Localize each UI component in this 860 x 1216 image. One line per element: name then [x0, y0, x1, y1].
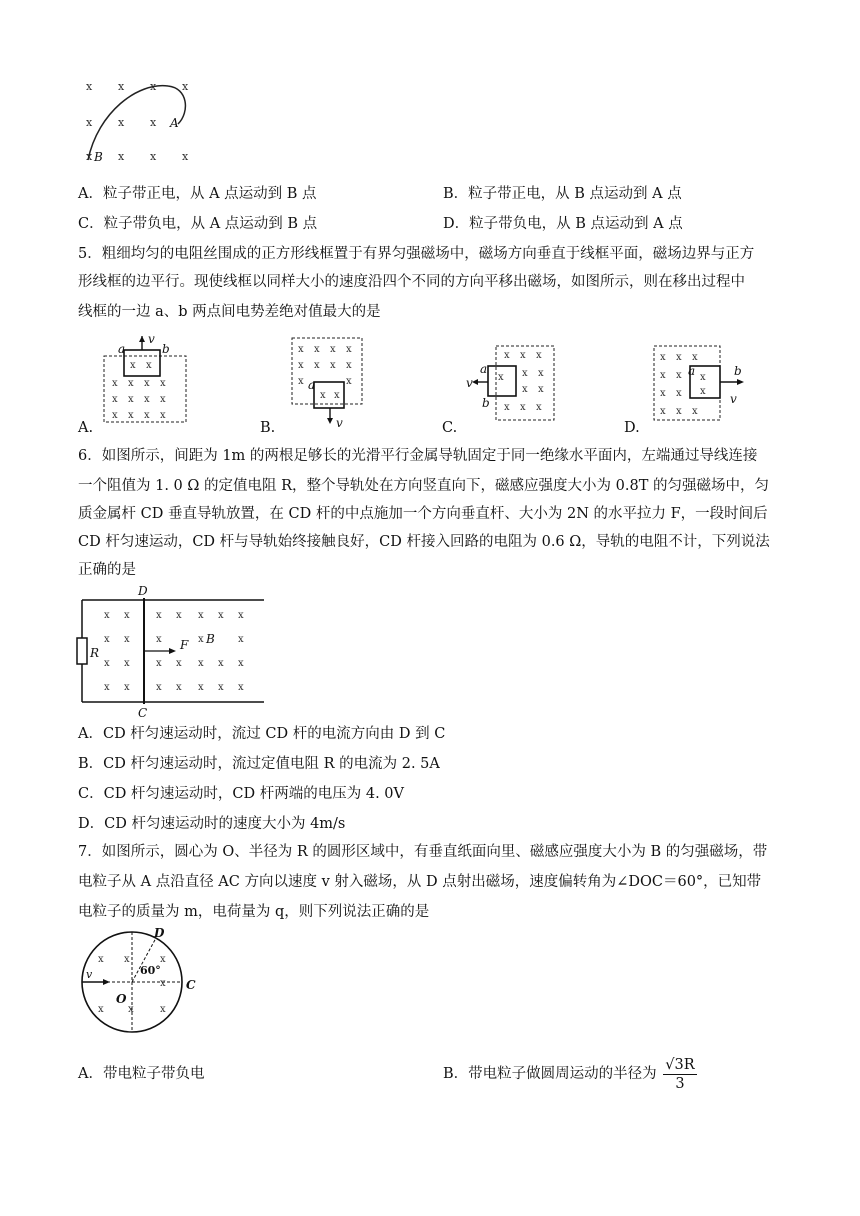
- svg-text:x: x: [160, 394, 166, 405]
- svg-text:x: x: [182, 150, 189, 163]
- q5c-label-b: b: [482, 396, 490, 410]
- q6-option-d: D．CD 杆匀速运动时的速度大小为 4m/s: [78, 816, 346, 832]
- svg-text:x: x: [112, 378, 118, 389]
- q7-option-b-text: B．带电粒子做圆周运动的半径为: [443, 1066, 657, 1082]
- svg-text:x: x: [676, 370, 682, 381]
- q5d-label-a: a: [688, 364, 696, 378]
- q5-option-c: C.: [442, 420, 458, 436]
- svg-text:x: x: [124, 610, 130, 621]
- svg-text:x: x: [298, 344, 304, 355]
- svg-text:x: x: [176, 682, 182, 693]
- svg-text:x: x: [298, 360, 304, 371]
- q6-label-f: F: [180, 638, 189, 652]
- svg-text:x: x: [314, 344, 320, 355]
- svg-text:x: x: [218, 682, 224, 693]
- q4-option-c: C．粒子带负电，从 A 点运动到 B 点: [78, 216, 318, 232]
- svg-text:x: x: [128, 394, 134, 405]
- q7-option-b-fraction: [663, 1056, 696, 1093]
- q6-stem-line-4: CD 杆匀速运动，CD 杆与导轨始终接触良好，CD 杆接入回路的电阻为 0.6 Ω，导轨的电阻不计，下列说法: [78, 534, 770, 550]
- svg-text:x: x: [198, 634, 204, 645]
- svg-text:x: x: [160, 978, 166, 989]
- svg-text:x: x: [536, 350, 542, 361]
- q5c-label-a: a: [480, 362, 488, 376]
- svg-text:x: x: [144, 394, 150, 405]
- q5-option-b: B.: [260, 420, 276, 436]
- q6-option-c: C．CD 杆匀速运动时，CD 杆两端的电压为 4. 0V: [78, 786, 405, 802]
- q6-stem-line-2: 一个阻值为 1. 0 Ω 的定值电阻 R，整个导轨处在方向竖直向下，磁感应强度大小为 0.8T 的匀强磁场中，匀: [78, 478, 769, 494]
- q5c-label-v: v: [466, 376, 473, 390]
- svg-text:x: x: [346, 344, 352, 355]
- svg-text:x: x: [112, 410, 118, 421]
- q7-stem-line-2: 电粒子从 A 点沿直径 AC 方向以速度 v 射入磁场，从 D 点射出磁场，速度偏转角为∠DOC＝60°，已知带: [78, 874, 762, 890]
- q5-stem-line-1: 5．粗细均匀的电阻丝围成的正方形线框置于有界匀强磁场中，磁场方向垂直于线框平面，磁场边界与正方: [78, 246, 755, 262]
- q5-stem-line-3: 线框的一边 a、b 两点间电势差绝对值最大的是: [78, 304, 381, 320]
- svg-text:x: x: [330, 360, 336, 371]
- q7-circle-figure: [76, 926, 196, 1036]
- svg-text:x: x: [128, 378, 134, 389]
- q4-option-d: D．粒子带负电，从 B 点运动到 A 点: [443, 216, 683, 232]
- q7-label-c: C: [186, 978, 196, 992]
- q7-option-b-denominator: 3: [675, 1075, 685, 1092]
- q7-stem-line-3: 电粒子的质量为 m，电荷量为 q，则下列说法正确的是: [78, 904, 430, 920]
- q6-label-b: B: [206, 632, 215, 646]
- svg-text:x: x: [182, 80, 189, 93]
- svg-text:x: x: [160, 410, 166, 421]
- q6-option-a: A．CD 杆匀速运动时，流过 CD 杆的电流方向由 D 到 C: [78, 726, 446, 742]
- svg-text:x: x: [238, 682, 244, 693]
- svg-text:x: x: [156, 610, 162, 621]
- svg-text:x: x: [98, 1004, 104, 1015]
- svg-text:x: x: [504, 402, 510, 413]
- q6-label-c: C: [138, 706, 148, 720]
- q5a-label-b: b: [162, 342, 170, 356]
- q5-figure-d: [650, 342, 750, 424]
- q4-option-a: A．粒子带正电，从 A 点运动到 B 点: [78, 186, 317, 202]
- svg-text:x: x: [522, 384, 528, 395]
- svg-text:x: x: [130, 360, 136, 371]
- q5-figure-b: [288, 334, 368, 426]
- svg-text:x: x: [334, 390, 340, 401]
- svg-text:x: x: [676, 352, 682, 363]
- svg-text:x: x: [150, 150, 157, 163]
- q4-label-a: A: [170, 116, 179, 130]
- svg-text:x: x: [176, 610, 182, 621]
- svg-text:x: x: [520, 402, 526, 413]
- svg-text:x: x: [660, 352, 666, 363]
- svg-text:x: x: [104, 610, 110, 621]
- svg-text:x: x: [86, 150, 93, 163]
- svg-text:x: x: [124, 658, 130, 669]
- svg-text:x: x: [124, 682, 130, 693]
- svg-text:x: x: [144, 410, 150, 421]
- svg-text:x: x: [150, 116, 157, 129]
- svg-text:x: x: [144, 378, 150, 389]
- svg-text:x: x: [346, 360, 352, 371]
- svg-text:x: x: [504, 350, 510, 361]
- svg-text:x: x: [218, 610, 224, 621]
- q7-label-angle: 60°: [140, 964, 161, 977]
- q6-stem-line-5: 正确的是: [78, 562, 136, 578]
- svg-text:x: x: [314, 360, 320, 371]
- svg-text:x: x: [124, 954, 130, 965]
- q6-stem-line-3: 质金属杆 CD 垂直导轨放置，在 CD 杆的中点施加一个方向垂直杆、大小为 2N 的水平拉力 F，一段时间后: [78, 506, 768, 522]
- svg-text:x: x: [128, 410, 134, 421]
- svg-text:x: x: [346, 376, 352, 387]
- q5-figure-a: [100, 336, 190, 428]
- svg-text:x: x: [660, 406, 666, 417]
- svg-text:x: x: [238, 610, 244, 621]
- svg-text:x: x: [86, 116, 93, 129]
- svg-text:x: x: [156, 682, 162, 693]
- svg-text:x: x: [112, 394, 118, 405]
- q4-option-b: B．粒子带正电，从 B 点运动到 A 点: [443, 186, 682, 202]
- svg-text:x: x: [498, 372, 504, 383]
- svg-text:x: x: [118, 150, 125, 163]
- svg-text:x: x: [676, 388, 682, 399]
- q7-label-d: D: [154, 926, 165, 940]
- q6-option-b: B．CD 杆匀速运动时，流过定值电阻 R 的电流为 2. 5A: [78, 756, 440, 772]
- svg-text:x: x: [522, 368, 528, 379]
- svg-text:x: x: [538, 384, 544, 395]
- q5-option-d: D.: [624, 420, 640, 436]
- q5-stem-line-2: 形线框的边平行。现使线框以同样大小的速度沿四个不同的方向平移出磁场，如图所示，则在移出过程中: [78, 274, 745, 290]
- q7-label-o: O: [116, 992, 127, 1006]
- svg-text:x: x: [298, 376, 304, 387]
- svg-text:x: x: [700, 372, 706, 383]
- svg-text:x: x: [660, 370, 666, 381]
- svg-text:x: x: [124, 634, 130, 645]
- svg-text:x: x: [330, 344, 336, 355]
- svg-text:x: x: [538, 368, 544, 379]
- svg-text:x: x: [218, 658, 224, 669]
- q5a-label-a: a: [118, 342, 126, 356]
- svg-text:x: x: [320, 390, 326, 401]
- svg-text:x: x: [118, 116, 125, 129]
- q5a-label-v: v: [148, 332, 155, 346]
- svg-text:x: x: [536, 402, 542, 413]
- svg-text:x: x: [238, 634, 244, 645]
- q5d-label-b: b: [734, 364, 742, 378]
- svg-text:x: x: [160, 954, 166, 965]
- svg-text:x: x: [146, 360, 152, 371]
- svg-text:x: x: [198, 682, 204, 693]
- svg-text:x: x: [676, 406, 682, 417]
- svg-text:x: x: [692, 352, 698, 363]
- q5-option-a: A.: [78, 420, 94, 436]
- svg-text:x: x: [156, 634, 162, 645]
- svg-text:x: x: [118, 80, 125, 93]
- q5b-label-a: a: [308, 378, 316, 392]
- q6-stem-line-1: 6．如图所示，间距为 1m 的两根足够长的光滑平行金属导轨固定于同一绝缘水平面内，左端通过导线连接: [78, 448, 758, 464]
- q5d-label-v: v: [730, 392, 737, 406]
- q7-stem-line-1: 7．如图所示，圆心为 O、半径为 R 的圆形区域中，有垂直纸面向里、磁感应强度大小为 B 的匀强磁场，带: [78, 844, 768, 860]
- q7-option-b-numerator: √3R: [665, 1056, 695, 1073]
- q4-label-b: B: [94, 150, 103, 164]
- svg-text:x: x: [198, 610, 204, 621]
- svg-text:x: x: [700, 386, 706, 397]
- q6-label-d: D: [138, 584, 148, 598]
- q5b-label-v: v: [336, 416, 343, 430]
- svg-text:x: x: [86, 80, 93, 93]
- svg-text:x: x: [520, 350, 526, 361]
- svg-text:x: x: [160, 378, 166, 389]
- q7-label-v: v: [86, 968, 93, 981]
- svg-text:x: x: [128, 1004, 134, 1015]
- q6-rail-figure: [76, 588, 266, 714]
- svg-text:x: x: [176, 658, 182, 669]
- svg-text:x: x: [156, 658, 162, 669]
- q7-option-a: A．带电粒子带负电: [78, 1066, 205, 1082]
- q6-label-r: R: [90, 646, 100, 660]
- svg-text:x: x: [104, 682, 110, 693]
- svg-text:x: x: [238, 658, 244, 669]
- svg-text:x: x: [660, 388, 666, 399]
- svg-text:x: x: [104, 634, 110, 645]
- svg-text:x: x: [198, 658, 204, 669]
- svg-text:x: x: [104, 658, 110, 669]
- svg-text:x: x: [692, 406, 698, 417]
- q7-option-b: [443, 1052, 697, 1096]
- svg-text:x: x: [98, 954, 104, 965]
- svg-text:x: x: [150, 80, 157, 93]
- svg-text:x: x: [160, 1004, 166, 1015]
